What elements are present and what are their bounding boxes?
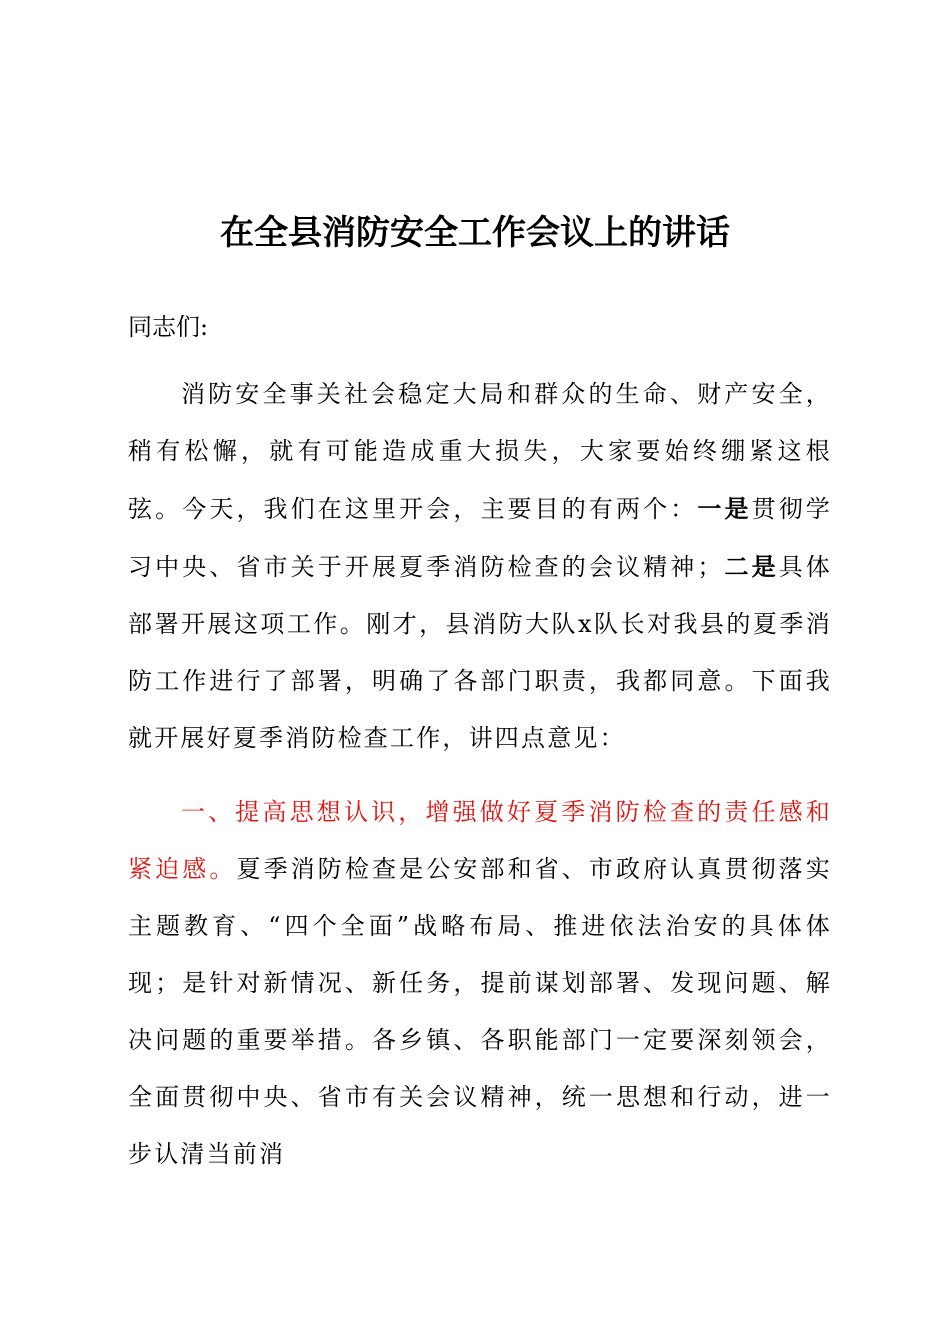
paragraph-intro-text-b: 贯彻学习中央、省市关于开展夏季消防检查的会议精神； xyxy=(128,495,833,581)
page-title: 在全县消防安全工作会议上的讲话 xyxy=(220,213,730,253)
point-one-marker: 一是 xyxy=(697,494,752,523)
section-one-heading: 一、提高思想认识，增强做好夏季消防检查的责任感和紧迫感。 xyxy=(128,798,832,883)
paragraph-intro-text-c: 具体部署开展这项工作。刚才，县消防大队x队长对我县的夏季消防工作进行了部署，明确了各部门职责，我都同意。下面我就开展好夏季消防检查工作，讲四点意见： xyxy=(128,553,832,752)
point-two-marker: 二是 xyxy=(723,552,779,581)
paragraph-intro-text-a: 消防安全事关社会稳定大局和群众的生命、财产安全，稍有松懈，就有可能造成重大损失，大家要始终绷紧这根弦。今天，我们在这里开会，主要目的有两个： xyxy=(128,380,832,523)
paragraph-intro xyxy=(128,366,832,767)
section-one-text: 夏季消防检查是公安部和省、市政府认真贯彻落实主题教育、“四个全面”战略布局、推进依法治安的具体体现；是针对新情况、新任务，提前谋划部署、发现问题、解决问题的重要举措。各乡镇、各职能部门一定要深刻领会，全面贯彻中央、省市有关会议精神，统一思想和行动，进一步认清当前消 xyxy=(128,855,832,1168)
greeting: 同志们: xyxy=(128,313,209,341)
paragraph-section-one xyxy=(128,784,832,1183)
